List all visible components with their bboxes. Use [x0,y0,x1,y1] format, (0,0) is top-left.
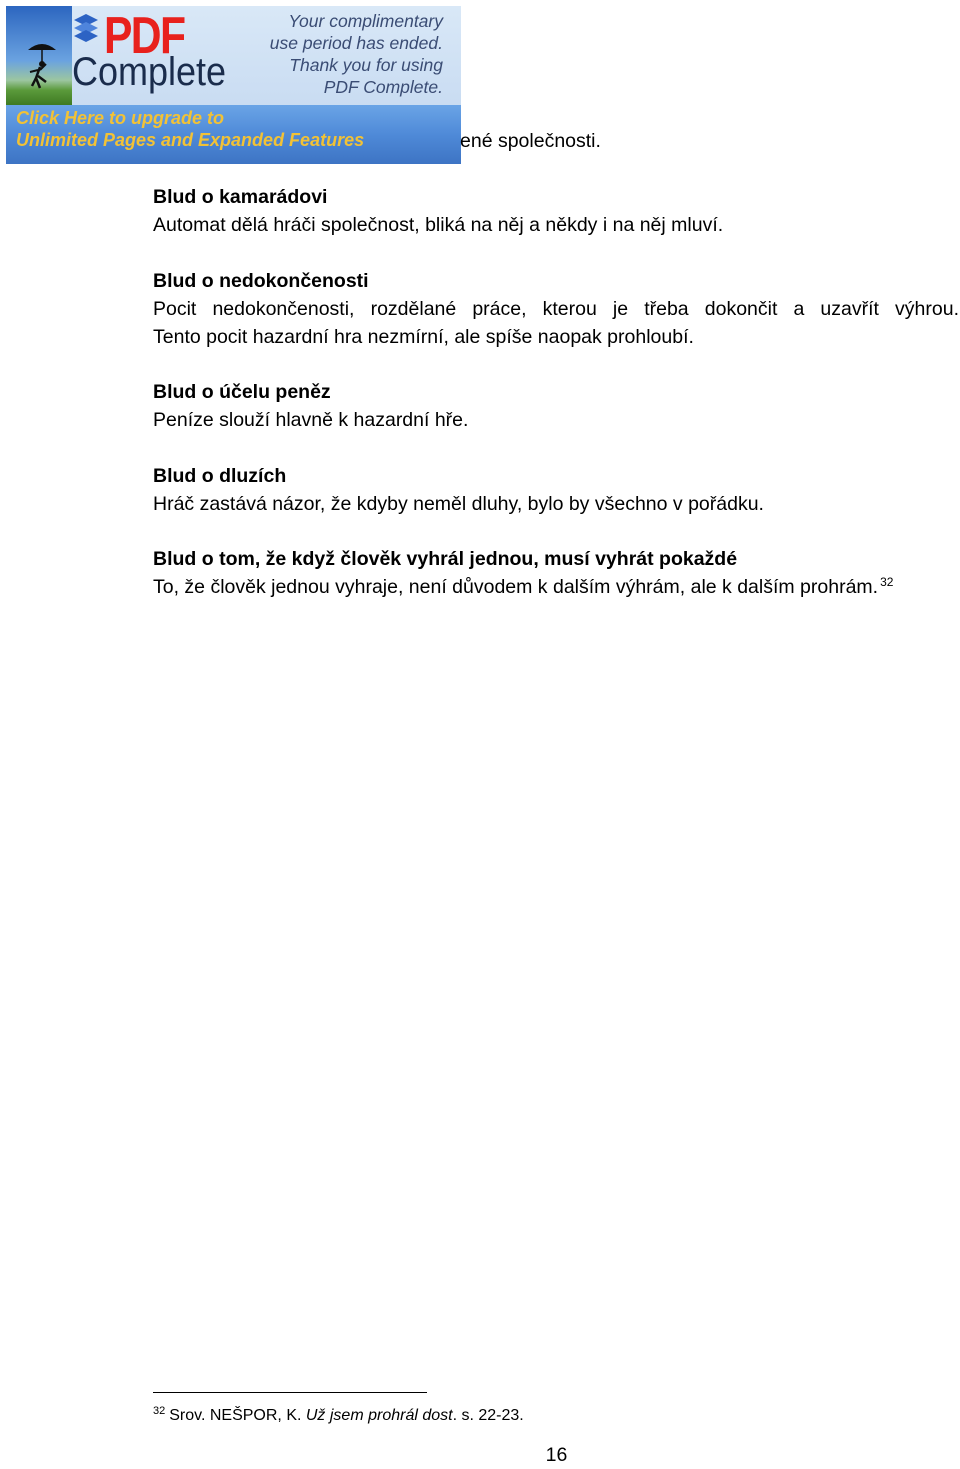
upgrade-cta-line[interactable]: Click Here to upgrade to [16,108,225,128]
section-body-line: Automat dělá hráči společnost, bliká na něj a někdy i na něj mluví. [153,214,724,236]
upgrade-link[interactable] [6,105,461,164]
partial-text-line: ené společnosti. [460,130,601,152]
section-heading: Blud o nedokončenosti [153,270,369,292]
upgrade-cta[interactable] [16,107,364,151]
banner-message [243,10,443,98]
umbrella-man-icon [6,6,72,105]
section-heading: Blud o kamarádovi [153,186,328,208]
banner-photo [6,6,72,105]
banner-message-line: Your complimentary [288,11,443,31]
section-body-line: Pocit nedokončenosti, rozdělané práce, kterou je třeba dokončit a uzavřít výhrou. [153,298,959,320]
section-body-line [153,573,893,601]
section-heading: Blud o dluzích [153,465,287,487]
pdf-logo-icon [72,12,100,48]
footnote-prefix: Srov. NEŠPOR, K. [169,1407,306,1424]
section-body-line: Tento pocit hazardní hra nezmírní, ale spíše naopak prohloubí. [153,326,694,348]
upgrade-cta-line[interactable]: Unlimited Pages and Expanded Features [16,130,365,150]
upgrade-banner[interactable] [6,6,461,164]
footnote-title: Už jsem prohrál dost [305,1407,453,1424]
banner-message-line: Thank you for using [289,55,443,75]
footnote [153,1404,524,1428]
footnote-number: 32 [153,1404,166,1417]
brand-complete: Complete [72,50,227,94]
brand-pdf: PDF [104,7,185,65]
section-body-text: To, že člověk jednou vyhraje, není důvodem k dalším výhrám, ale k dalším prohrám. [153,576,879,598]
page-number: 16 [545,1444,568,1466]
footnote-reference[interactable]: 32 [880,574,894,589]
section-heading: Blud o tom, že když člověk vyhrál jednou, musí vyhrát pokaždé [153,548,738,570]
banner-message-line: use period has ended. [269,33,443,53]
section-heading: Blud o účelu peněz [153,381,331,403]
banner-message-line: PDF Complete. [323,77,443,97]
section-body-line: Peníze slouží hlavně k hazardní hře. [153,409,469,431]
footnote-suffix: . s. 22-23. [452,1407,524,1424]
footnote-separator [153,1392,427,1393]
section-body-line: Hráč zastává názor, že kdyby neměl dluhy, bylo by všechno v pořádku. [153,493,764,515]
banner-top [6,6,461,105]
